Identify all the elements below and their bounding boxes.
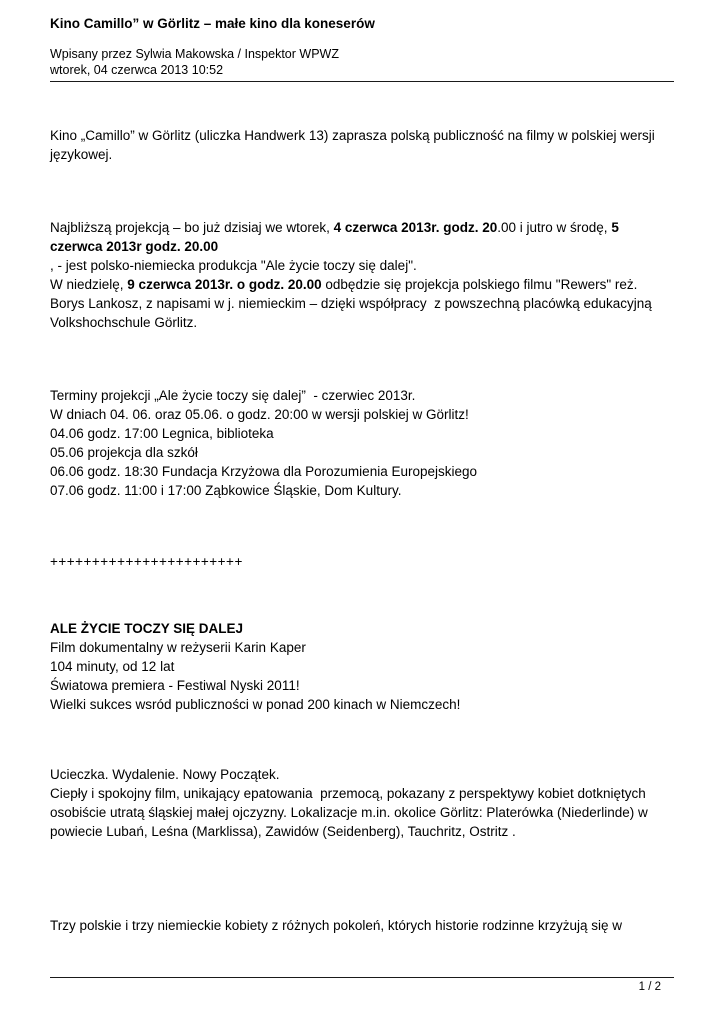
header-divider (50, 81, 674, 82)
article-datetime: wtorek, 04 czerwca 2013 10:52 (50, 63, 224, 77)
paragraph-intro: Kino „Camillo” w Görlitz (uliczka Handwerk 13) zaprasza polską publiczność na filmy w polskiej wersji językowej. (50, 128, 659, 162)
plus-separator: +++++++++++++++++++++++ (50, 554, 243, 569)
footer-divider (50, 977, 674, 978)
page-number: 1 / 2 (638, 981, 661, 993)
paragraph-closing: Trzy polskie i trzy niemieckie kobiety z różnych pokoleń, których historie rodzinne krzyżują się w (50, 918, 622, 933)
paragraph-film-info: ALE ŻYCIE TOCZY SIĘ DALEJ Film dokumentalny w reżyserii Karin Kaper 104 minuty, od 12 lat Światowa premiera - Festiwal Nyski 2011! Wielki sukces wsród publiczności w ponad 200 kinach w Niemczech! (50, 621, 461, 712)
article-title: Kino Camillo” w Görlitz – małe kino dla koneserów (50, 16, 375, 31)
paragraph-film-description: Ucieczka. Wydalenie. Nowy Początek. Ciepły i spokojny film, unikający epatowania przemocą, pokazany z perspektywy kobiet dotkniętych osobiście utratą śląskiej małej ojczyzny. Lokalizacje m.in. okolice Görlitz: Platerówka (Niederlinde) w powiecie Lubań, Leśna (Marklissa), Zawidów (Seidenberg), Tauchritz, Ostritz . (50, 767, 652, 839)
paragraph-screening-dates: Terminy projekcji „Ale życie toczy się dalej” - czerwiec 2013r. W dniach 04. 06. oraz 05.06. o godz. 20:00 w wersji polskiej w Görlitz! 04.06 godz. 17:00 Legnica, biblioteka 05.06 projekcja dla szkół 06.06 godz. 18:30 Fundacja Krzyżowa dla Porozumienia Europejskiego 07.06 godz. 11:00 i 17:00 Ząbkowice Śląskie, Dom Kultury. (50, 388, 478, 498)
article-byline: Wpisany przez Sylwia Makowska / Inspektor WPWZ (50, 47, 339, 61)
paragraph-screening-schedule: Najbliższą projekcją – bo już dzisiaj we wtorek, 4 czerwca 2013r. godz. 20.00 i jutro w środę, 5 czerwca 2013r godz. 20.00 , - jest polsko-niemiecka produkcja "Ale życie toczy się dalej". W niedzielę, 9 czerwca 2013r. o godz. 20.00 odbędzie się projekcja polskiego filmu "Rewers" reż. Borys Lankosz, z napisami w j. niemieckim – dzięki współpracy z powszechną placówką edukacyjną Volkshochschule Görlitz. (50, 220, 656, 330)
